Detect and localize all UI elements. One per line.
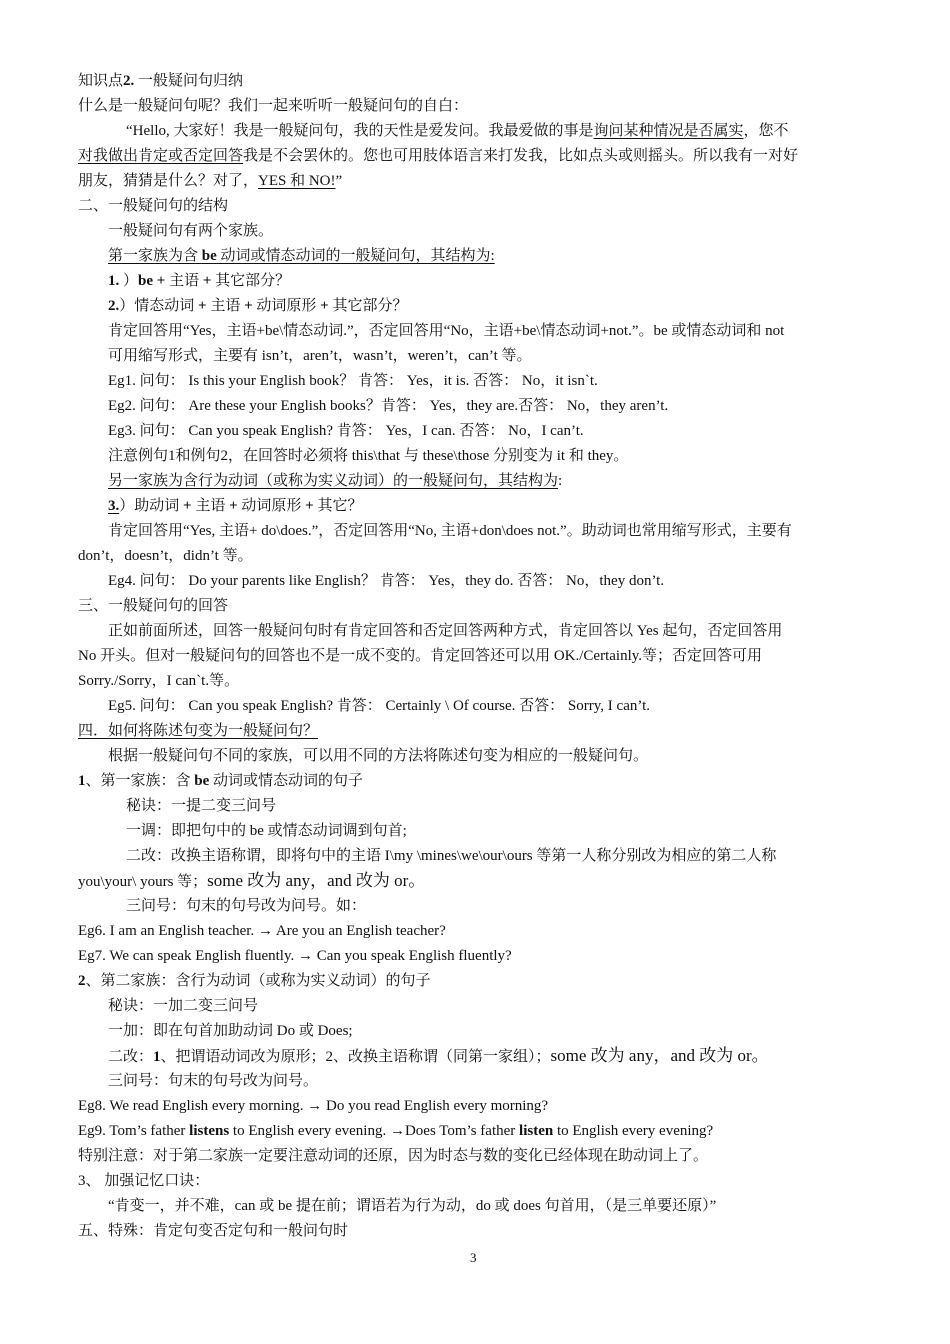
text-run: + <box>183 498 192 514</box>
text-run: 二改： <box>108 1049 154 1065</box>
text-run: 什么是一般疑问句呢？我们一起来听听一般疑问句的自白： <box>78 98 469 114</box>
text-line <box>78 646 762 666</box>
text-run: 五、特殊：肯定句变否定句和一般问句时 <box>78 1223 349 1239</box>
text-run: 1. <box>108 273 120 289</box>
text-run: Sorry./Sorry，I can`t.等。 <box>78 673 240 689</box>
text-run: + <box>320 298 329 314</box>
text-run: 、把谓语动词改为原形；2、改换主语称谓（同第一家组）； <box>160 1049 551 1065</box>
text-run: 我是不会罢休的。您也可用肢体语言来打发我，比如点头或则摇头。所以我有一对好 <box>243 148 799 164</box>
text-run: 肯定回答用“Yes, 主语+ do\does.”，否定回答用“No, 主语+don\does not.”。助动词也常用缩写形式，主要有 <box>108 523 792 539</box>
text-line <box>108 1196 716 1216</box>
page-number: 3 <box>470 1250 477 1265</box>
text-run: + <box>305 498 314 514</box>
text-run: to English every evening. →Does Tom’s father <box>229 1123 520 1139</box>
text-run: Eg3. 问句： Can you speak English? 肯答： Yes，I can. 否答： No，I can’t. <box>108 423 584 439</box>
text-line <box>108 521 792 541</box>
text-run: 、第二家族：含行为动词（或称为实义动词）的句子 <box>85 973 431 989</box>
text-line <box>78 146 798 166</box>
text-run: 3. <box>108 498 120 514</box>
text-line <box>108 421 584 441</box>
text-run: 三问号：句末的句号改为问号。 <box>108 1073 319 1089</box>
text-line <box>108 1046 769 1067</box>
text-run: 对我做出肯定或否定回答 <box>78 148 244 164</box>
text-line <box>108 221 273 241</box>
text-line <box>78 946 512 966</box>
text-run: 、第一家族：含 <box>85 773 195 789</box>
text-run: Eg7. We can speak English fluently. → Can you speak English fluently? <box>78 948 512 964</box>
text-line <box>78 1146 708 1166</box>
text-line <box>78 771 363 791</box>
text-run: don’t，doesn’t，didn’t 等。 <box>78 548 253 564</box>
text-line <box>78 921 446 941</box>
text-run: 询问某种情况是否属实 <box>593 123 744 139</box>
text-run: 知识点 <box>78 73 124 89</box>
text-run: 主语 <box>165 273 203 289</box>
text-run: listen <box>519 1123 554 1139</box>
text-line <box>78 1096 548 1116</box>
text-run: “肯变一，并不难，can 或 be 提在前；谓语若为行为动，do 或 does 句首用，（是三单要还原）” <box>108 1198 717 1214</box>
text-line <box>108 446 628 466</box>
text-run: 二、一般疑问句的结构 <box>78 198 229 214</box>
text-run: listens <box>189 1123 230 1139</box>
text-run: 三、一般疑问句的回答 <box>78 598 229 614</box>
text-run: 3、 加强记忆口诀： <box>78 1173 210 1189</box>
text-run: + <box>244 298 253 314</box>
text-run: 2. <box>123 73 135 89</box>
text-run: 主语 <box>206 298 245 314</box>
text-run: + <box>229 498 238 514</box>
text-run: Eg5. 问句： Can you speak English? 肯答： Certainly \ Of course. 否答： Sorry, I can’t. <box>108 698 650 714</box>
text-run: 正如前面所述，回答一般疑问句时有肯定回答和否定回答两种方式，肯定回答以 Yes 起句，否定回答用 <box>108 623 783 639</box>
text-line <box>78 96 468 116</box>
text-run: 其它部分？ <box>211 273 291 289</box>
text-line <box>108 571 664 591</box>
text-run: 主语 <box>191 498 230 514</box>
text-run: 根据一般疑问句不同的家族，可以用不同的方法将陈述句变为相应的一般疑问句。 <box>108 748 649 764</box>
text-line <box>78 546 253 566</box>
text-run: Eg9. Tom’s father <box>78 1123 190 1139</box>
text-run: 肯定回答用“Yes，主语+be\情态动词.”，否定回答用“No，主语+be\情态动词+not.”。be 或情态动词和 not <box>108 323 785 339</box>
text-run: 一调：即把句中的 be 或情态动词调到句首; <box>126 823 407 839</box>
text-run: Eg2. 问句： Are these your English books？肯答： Yes，they are.否答： No，they aren’t. <box>108 398 669 414</box>
text-run: 其它部分？ <box>328 298 408 314</box>
text-run: 动词或情态动词的一般疑问句，其结构为: <box>216 248 495 264</box>
text-run: 四．如何将陈述句变为一般疑问句？ <box>78 723 319 739</box>
text-line <box>126 796 276 816</box>
text-line <box>108 1071 318 1091</box>
text-line <box>126 896 366 916</box>
text-run: 一般疑问句归纳 <box>134 73 244 89</box>
text-run: 朋友，猜猜是什么？对了， <box>78 173 259 189</box>
text-run: 1 <box>78 773 86 789</box>
text-run: 第一家族为含 <box>108 248 202 264</box>
text-line <box>108 621 782 641</box>
text-run: Eg4. 问句： Do your parents like English？ 肯答： Yes，they do. 否答： No，they don’t. <box>108 573 665 589</box>
text-line <box>78 971 431 991</box>
text-line <box>108 746 648 766</box>
text-run: 注意例句1和例句2，在回答时必须将 this\that 与 these\those 分别变为 it 和 they。 <box>108 448 629 464</box>
text-run: ，您不 <box>743 123 789 139</box>
text-line <box>108 246 495 266</box>
text-line <box>78 596 228 616</box>
text-line <box>108 696 650 716</box>
text-line <box>108 321 784 341</box>
text-run: be <box>194 773 210 789</box>
text-run: 动词原形 <box>237 498 306 514</box>
text-line <box>78 1121 713 1141</box>
text-line <box>78 671 239 691</box>
text-line <box>78 1221 348 1241</box>
text-run: ） <box>119 273 139 289</box>
text-run: 三问号：句末的句号改为问号。如： <box>126 898 367 914</box>
text-run: 可用缩写形式，主要有 isn’t，aren’t，wasn’t，weren’t，can’t 等。 <box>108 348 532 364</box>
text-run: ” <box>335 173 343 189</box>
text-run: 秘诀：一提二变三问号 <box>126 798 277 814</box>
text-run: : <box>558 473 563 489</box>
text-run: 一般疑问句有两个家族。 <box>108 223 274 239</box>
text-line <box>108 1021 353 1041</box>
text-line <box>78 171 342 191</box>
text-line <box>108 396 668 416</box>
text-run: 一加：即在句首加助动词 Do 或 Does; <box>108 1023 353 1039</box>
text-run: 2 <box>78 973 86 989</box>
text-line <box>126 821 407 841</box>
text-run: 1 <box>153 1049 161 1065</box>
text-line <box>126 846 776 866</box>
text-line <box>78 871 425 892</box>
text-run: Eg1. 问句： Is this your English book？ 肯答： Yes，it is. 否答： No，it isn`t. <box>108 373 598 389</box>
text-line <box>78 71 243 91</box>
text-line <box>108 496 363 516</box>
text-run: Eg6. I am an English teacher. → Are you an English teacher? <box>78 923 446 939</box>
text-run: + <box>198 298 207 314</box>
text-run: 2. <box>108 298 120 314</box>
text-line <box>108 996 258 1016</box>
text-run: 另一家族为含行为动词（或称为实义动词）的一般疑问句，其结构为 <box>108 473 559 489</box>
text-line <box>78 1171 209 1191</box>
text-run: 秘诀：一加二变三问号 <box>108 998 259 1014</box>
text-run: 其它？ <box>313 498 363 514</box>
text-run: 动词原形 <box>252 298 321 314</box>
text-line <box>78 721 318 741</box>
text-run: YES 和 NO! <box>258 173 336 189</box>
text-run: “Hello, 大家好！我是一般疑问句，我的天性是爱发问。我最爱做的事是 <box>126 123 594 139</box>
text-run: + <box>202 273 212 289</box>
text-line <box>108 371 598 391</box>
text-run: 特别注意：对于第二家族一定要注意动词的还原，因为时态与数的变化已经体现在助动词上了。 <box>78 1148 709 1164</box>
text-run: to English every evening? <box>553 1123 714 1139</box>
text-run: 二改：改换主语称谓，即将句中的主语 I\my \mines\we\our\ours 等第一人称分别改为相应的第二人称 <box>126 848 777 864</box>
text-run: be <box>201 248 217 264</box>
text-line <box>108 271 290 291</box>
text-line <box>108 346 532 366</box>
text-line <box>108 296 408 316</box>
text-run: you\your\ yours 等； <box>78 874 208 890</box>
text-run: ）情态动词 <box>119 298 199 314</box>
text-run: Eg8. We read English every morning. → Do you read English every morning? <box>78 1098 549 1114</box>
text-line <box>78 196 228 216</box>
text-line <box>108 471 562 491</box>
text-line <box>126 121 789 141</box>
text-run: some 改为 any，and 改为 or。 <box>207 871 426 890</box>
text-run: No 开头。但对一般疑问句的回答也不是一成不变的。肯定回答还可以用 OK./Certainly.等；否定回答可用 <box>78 648 763 664</box>
text-run: be + <box>138 273 166 289</box>
text-run: ）助动词 <box>119 498 184 514</box>
text-run: some 改为 any，and 改为 or。 <box>550 1046 769 1065</box>
text-run: 动词或情态动词的句子 <box>209 773 364 789</box>
